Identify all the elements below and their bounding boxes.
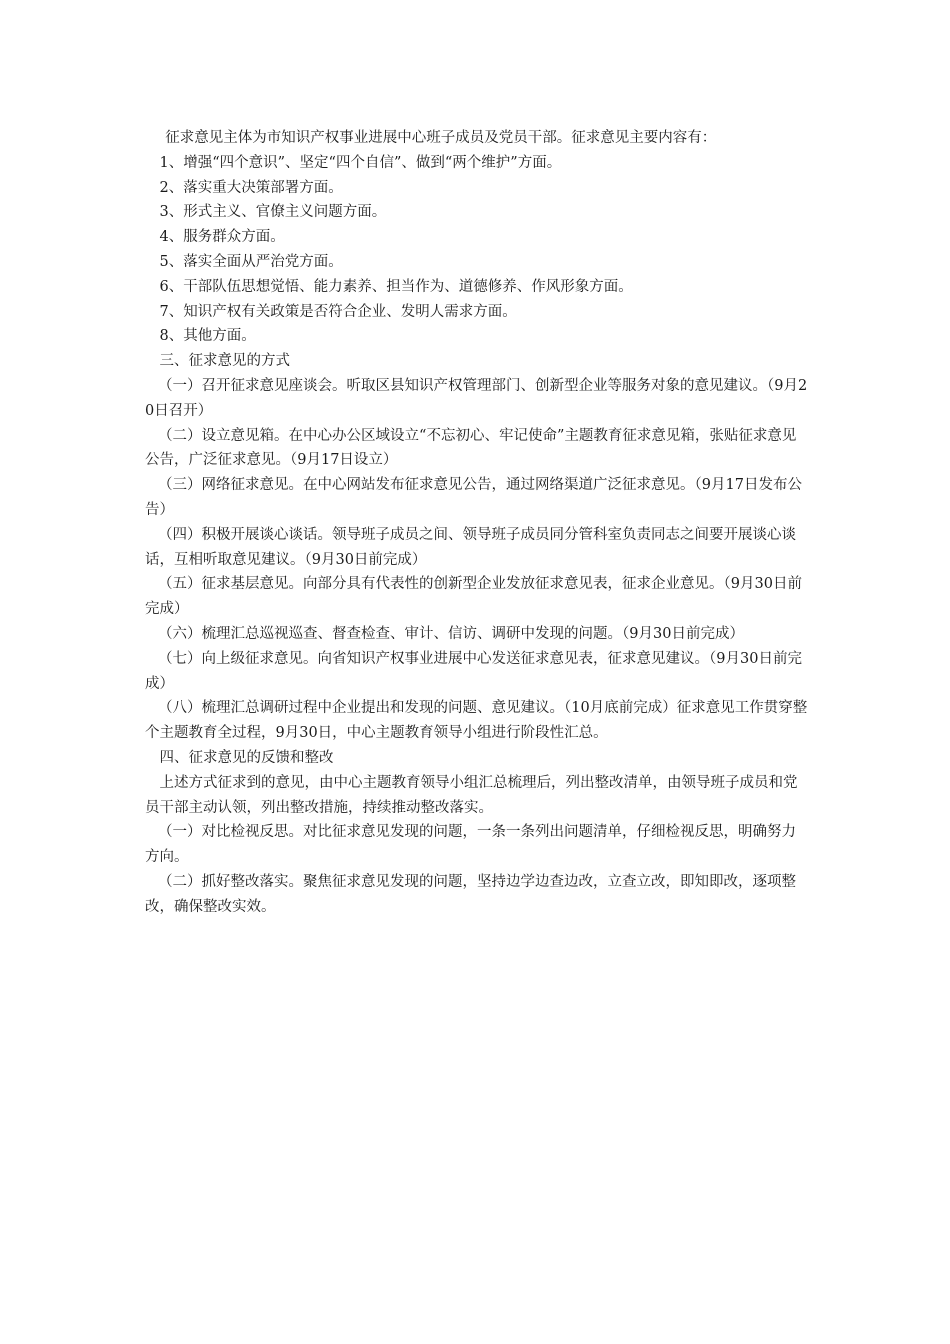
content-item: 6、干部队伍思想觉悟、能力素养、担当作为、道德修养、作风形象方面。	[159, 278, 633, 295]
method-paragraph: （六）梳理汇总巡视巡查、督查检查、审计、信访、调研中发现的问题。（9月30日前完成）	[158, 625, 744, 642]
method-paragraph: （五）征求基层意见。向部分具有代表性的创新型企业发放征求意见表，征求企业意见。（9月30日前完成）	[145, 576, 802, 618]
method-paragraph: （二）设立意见箱。在中心办公区域设立“不忘初心、牢记使命”主题教育征求意见箱，张贴征求意见公告，广泛征求意见。（9月17日设立）	[145, 427, 797, 469]
content-item: 5、落实全面从严治党方面。	[159, 253, 343, 270]
content-list	[145, 151, 810, 349]
content-item: 3、形式主义、官僚主义问题方面。	[159, 204, 387, 221]
content-item: 1、增强“四个意识”、坚定“四个自信”、做到“两个维护”方面。	[159, 154, 562, 171]
rectification-paragraph: （二）抓好整改落实。聚焦征求意见发现的问题，坚持边学边查边改，立查立改，即知即改，逐项整改，确保整改实效。	[145, 873, 797, 915]
content-item: 8、其他方面。	[159, 328, 256, 345]
intro-paragraph: 征求意见主体为市知识产权事业进展中心班子成员及党员干部。征求意见主要内容有：	[165, 130, 717, 146]
method-paragraph: （八）梳理汇总调研过程中企业提出和发现的问题、意见建议。（10月底前完成）征求意见工作贯穿整个主题教育全过程，9月30日，中心主题教育领导小组进行阶段性汇总。	[145, 700, 808, 742]
rectification-paragraph: （一）对比检视反思。对比征求意见发现的问题，一条一条列出问题清单，仔细检视反思，明确努力方向。	[145, 824, 797, 866]
content-item: 7、知识产权有关政策是否符合企业、发明人需求方面。	[159, 303, 517, 320]
document-body	[145, 126, 810, 920]
method-paragraph: （一）召开征求意见座谈会。听取区县知识产权管理部门、创新型企业等服务对象的意见建议。（9月20日召开）	[145, 377, 808, 419]
content-item: 2、落实重大决策部署方面。	[159, 179, 343, 196]
methods-list	[145, 374, 810, 746]
rectification-list	[145, 820, 810, 919]
method-paragraph: （七）向上级征求意见。向省知识产权事业进展中心发送征求意见表，征求意见建议。（9月30日前完成）	[145, 650, 802, 692]
method-paragraph: （三）网络征求意见。在中心网站发布征求意见公告，通过网络渠道广泛征求意见。（9月17日发布公告）	[145, 477, 802, 518]
section-4-heading: 四、征求意见的反馈和整改	[159, 749, 334, 766]
method-paragraph: （四）积极开展谈心谈话。领导班子成员之间、领导班子成员同分管科室负责同志之间要开展谈心谈话，互相听取意见建议。（9月30日前完成）	[145, 526, 797, 568]
content-item: 4、服务群众方面。	[159, 229, 285, 246]
section-4-intro: 上述方式征求到的意见，由中心主题教育领导小组汇总梳理后，列出整改清单，由领导班子成员和党员干部主动认领，列出整改措施，持续推动整改落实。	[145, 774, 798, 816]
section-3-heading: 三、征求意见的方式	[159, 353, 290, 370]
